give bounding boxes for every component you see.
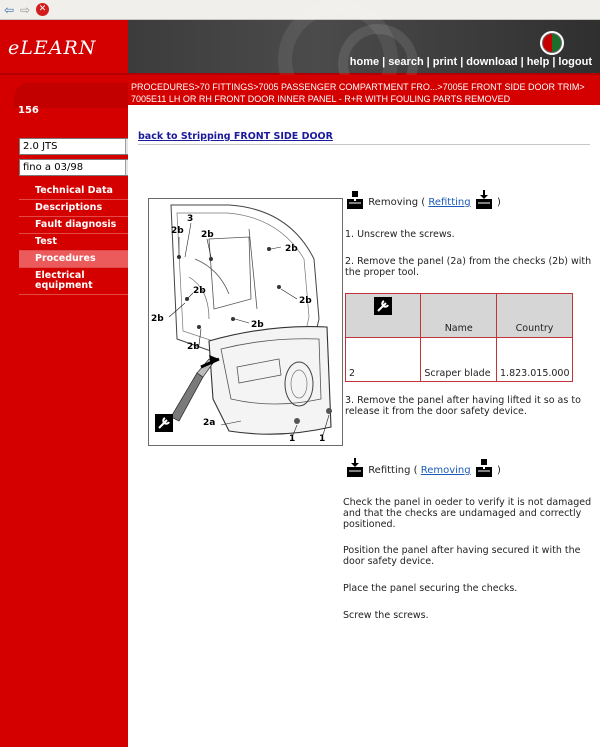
nav-help-link[interactable]: help (526, 56, 550, 68)
step-text: 1. Unscrew the screws. (345, 229, 455, 240)
door-panel-diagram (148, 198, 343, 446)
diagram-label: 2b (171, 226, 184, 236)
table-cell: Scraper blade (421, 338, 497, 382)
header-banner (128, 20, 600, 73)
diagram-label: 2b (285, 244, 298, 254)
refitting-close: ) (497, 465, 501, 476)
step-text: Check the panel in oeder to verify it is not damaged and that the checks are undamaged and correctly positioned. (343, 497, 592, 530)
table-cell: 1.823.015.000 (497, 338, 573, 382)
breadcrumb (128, 75, 600, 105)
sidebar-item-procedures[interactable]: Procedures (19, 251, 128, 268)
refitting-link[interactable]: Refitting (428, 197, 471, 208)
diagram-label: 2b (151, 314, 164, 324)
diagram-label: 2b (193, 286, 206, 296)
diagram-label: 1 (289, 434, 296, 444)
refitting-icon (474, 190, 494, 210)
sidebar-item-technical-data[interactable]: Technical Data (19, 183, 128, 200)
diagram-label: 2b (299, 296, 312, 306)
header (0, 20, 600, 75)
diagram-label: 1 (319, 434, 326, 444)
sidebar (0, 75, 128, 747)
nav-download-link[interactable]: download (466, 56, 518, 68)
refitting-heading (345, 458, 501, 478)
sidebar-item-test[interactable]: Test (19, 234, 128, 251)
back-link[interactable]: back to Stripping FRONT SIDE DOOR (138, 131, 333, 142)
breadcrumb-line-2[interactable]: 7005E11 LH OR RH FRONT DOOR INNER PANEL - R+R WITH FOULING PARTS REMOVED (131, 94, 511, 104)
sidebar-item-fault-diagnosis[interactable]: Fault diagnosis (19, 217, 128, 234)
removing-title: Removing ( (368, 197, 426, 208)
sidebar-item-label: Electrical equipment (35, 270, 93, 291)
diagram-label: 2b (187, 342, 200, 352)
step-text: 2. Remove the panel (2a) from the checks (2b) with the proper tool. (345, 256, 592, 278)
model-label: 156 (18, 105, 39, 116)
breadcrumb-line-1[interactable]: PROCEDURES>70 FITTINGS>7005 PASSENGER COMPARTMENT FRO...>7005E FRONT SIDE DOOR TRIM> (131, 82, 585, 92)
logo-box (0, 20, 128, 73)
engine-select-value: 2.0 JTS (23, 141, 58, 152)
nav-home-link[interactable]: home (349, 56, 380, 68)
period-select-value: fino a 03/98 (23, 162, 84, 173)
tools-table (345, 293, 573, 382)
forward-arrow-icon[interactable]: ⇨ (19, 3, 31, 17)
table-row (346, 338, 573, 382)
step-text: Screw the screws. (343, 610, 429, 621)
removing-icon (345, 190, 365, 210)
step-text: Place the panel securing the checks. (343, 583, 518, 594)
step-text: 3. Remove the panel after having lifted it so as to release it from the door safety device. (345, 395, 581, 417)
diagram-label: 3 (187, 214, 194, 224)
back-arrow-icon[interactable]: ⇦ (3, 3, 15, 17)
nav-print-link[interactable]: print (432, 56, 458, 68)
refitting-title: Refitting ( (368, 465, 418, 476)
table-header-icon (346, 294, 421, 338)
removing-link[interactable]: Removing (420, 465, 471, 476)
sidebar-item-descriptions[interactable]: Descriptions (19, 200, 128, 217)
nav-search-link[interactable]: search (388, 56, 424, 68)
period-select[interactable] (19, 159, 139, 176)
removing-heading (345, 190, 501, 210)
alfa-romeo-badge-icon (540, 31, 564, 55)
sidebar-menu (19, 183, 128, 295)
diagram-label: 2b (201, 230, 214, 240)
content-area (128, 105, 600, 747)
divider (138, 144, 590, 145)
sidebar-item-electrical-equipment[interactable] (19, 268, 128, 295)
refitting-icon (345, 458, 365, 478)
table-header: Name (421, 294, 497, 338)
table-header-row (346, 294, 573, 338)
diagram-label: 2b (251, 320, 264, 330)
elearn-logo: eLEARN (8, 37, 97, 59)
stop-icon[interactable]: ✕ (36, 3, 49, 16)
table-cell: 2 (346, 338, 421, 382)
diagram-label: 2a (203, 418, 216, 428)
table-header: Country (497, 294, 573, 338)
wrench-icon (374, 297, 392, 315)
engine-select[interactable] (19, 138, 139, 155)
breadcrumb-text (131, 81, 600, 105)
nav-logout-link[interactable]: logout (558, 56, 592, 68)
removing-close: ) (497, 197, 501, 208)
step-text: Position the panel after having secured it with the door safety device. (343, 545, 581, 567)
top-navigation: home | search | print | download | help | logout (349, 56, 592, 68)
removing-icon (474, 458, 494, 478)
